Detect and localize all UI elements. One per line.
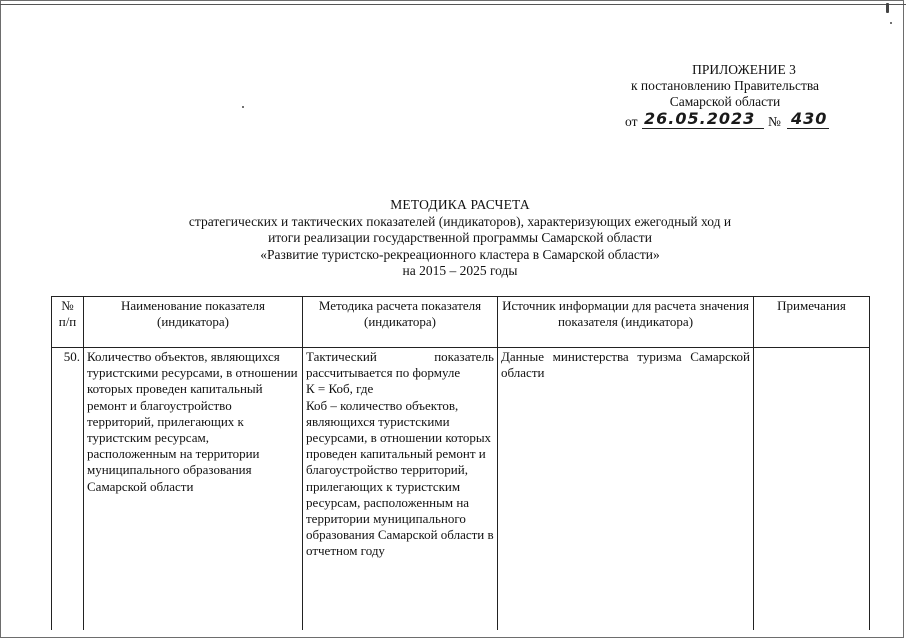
method-definition: Коб – количество объектов, являющихся туристскими ресурсами, в отношении которых проведен капитальный ремонт и благоустройство территорий, прилегающих к туристским ресурсам, расположенным на территории муниципального образования Самарской области в отчетном году bbox=[306, 397, 494, 559]
title-line-1: стратегических и тактических показателей (индикаторов), характеризующих ежегодный ход и bbox=[188, 213, 732, 229]
header-method: Методика расчета показателя (индикатора) bbox=[303, 297, 498, 348]
header-notes: Примечания bbox=[754, 297, 870, 348]
method-text: Тактический показатель рассчитывается по формуле bbox=[306, 349, 494, 381]
handwritten-date: 26.05.2023 bbox=[644, 109, 756, 128]
header-source: Источник информации для расчета значения показателя (индикатора) bbox=[498, 297, 754, 348]
scan-top-rule bbox=[0, 4, 906, 5]
document-title bbox=[140, 197, 780, 280]
appendix-heading: ПРИЛОЖЕНИЕ 3 bbox=[692, 62, 796, 77]
number-prefix: № bbox=[768, 114, 781, 129]
scan-mark bbox=[886, 3, 889, 13]
appendix-header bbox=[600, 62, 850, 110]
header-name: Наименование показателя (индикатора) bbox=[84, 297, 303, 348]
date-prefix: от bbox=[625, 114, 638, 129]
title-line-2: итоги реализации государственной программы Самарской области bbox=[268, 230, 652, 245]
cell-method bbox=[303, 348, 498, 631]
date-underline bbox=[642, 128, 764, 129]
table-row bbox=[52, 348, 870, 631]
indicator-table bbox=[51, 296, 870, 630]
cell-source: Данные министерства туризма Самарской области bbox=[498, 348, 754, 631]
title-line-3: «Развитие туристско-рекреационного кластера в Самарской области» bbox=[260, 246, 660, 262]
cell-notes bbox=[754, 348, 870, 631]
handwritten-number: 430 bbox=[791, 109, 828, 128]
title-main: МЕТОДИКА РАСЧЕТА bbox=[390, 197, 530, 212]
table-header-row bbox=[52, 297, 870, 348]
scan-speck bbox=[890, 22, 892, 24]
scan-speck bbox=[242, 106, 244, 108]
header-num: № п/п bbox=[52, 297, 84, 348]
cell-num: 50. bbox=[52, 348, 84, 631]
cell-name: Количество объектов, являющихся туристскими ресурсами, в отношении которых проведен капитальный ремонт и благоустройство территорий, прилегающих к туристским ресурсам, расположенным на территории муниципального образования Самарской области bbox=[84, 348, 303, 631]
appendix-resolution-line: к постановлению Правительства bbox=[630, 78, 820, 93]
number-underline bbox=[787, 128, 829, 129]
title-line-4: на 2015 – 2025 годы bbox=[402, 263, 518, 278]
method-formula: К = Коб, где bbox=[306, 381, 374, 397]
order-date-number bbox=[625, 109, 845, 132]
appendix-region-line: Самарской области bbox=[669, 94, 781, 109]
